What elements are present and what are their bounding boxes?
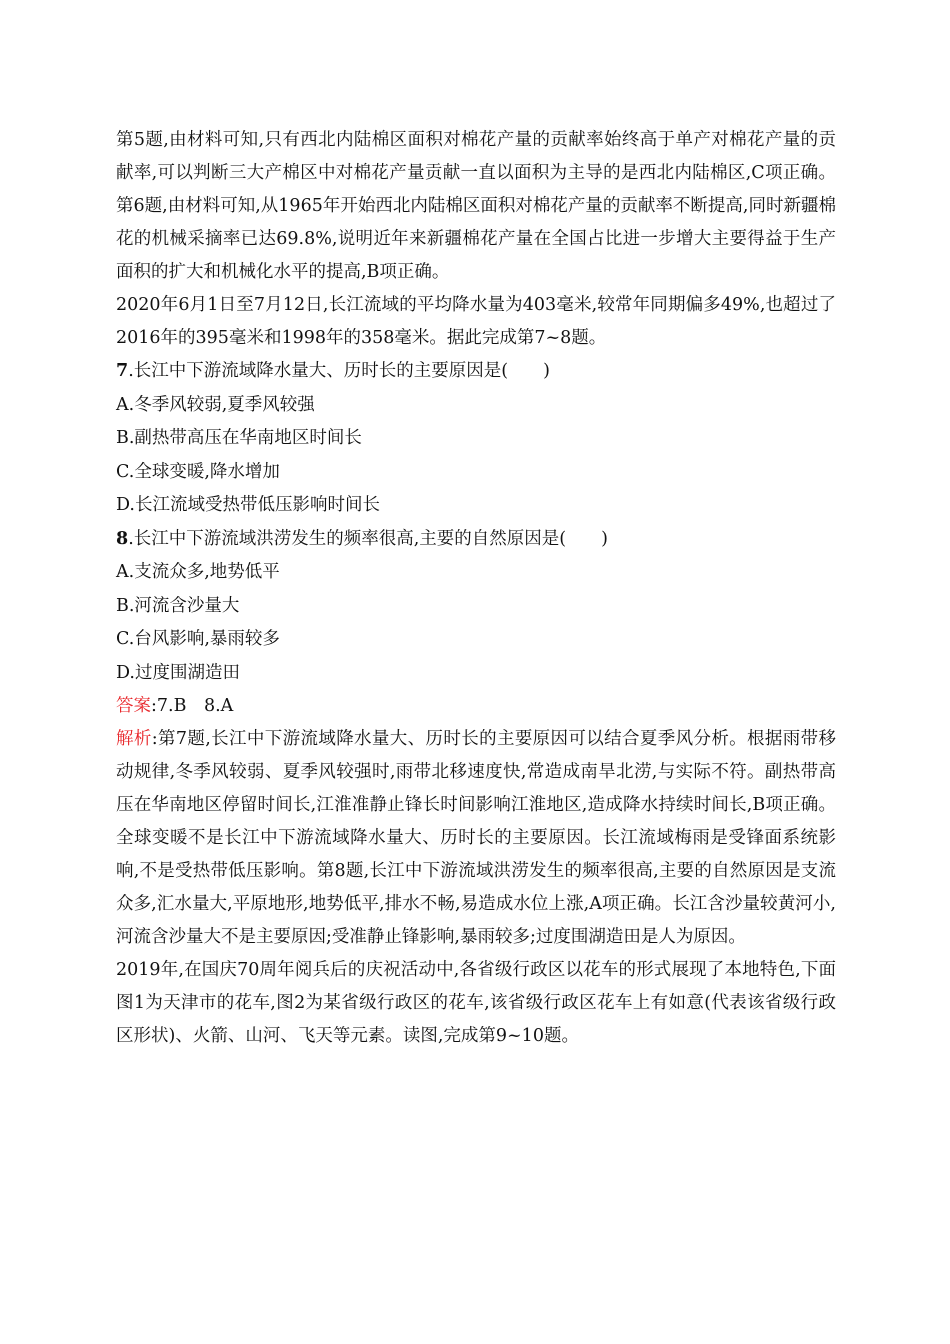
question-7: [116, 355, 836, 523]
question-7-option-c: C.全球变暖,降水增加: [116, 461, 280, 482]
question-8-text: .长江中下游流域洪涝发生的频率很高,主要的自然原因是( ): [128, 528, 608, 549]
question-7-text: .长江中下游流域降水量大、历时长的主要原因是( ): [128, 361, 550, 381]
question-7-option-a: A.冬季风较弱,夏季风较强: [116, 394, 315, 415]
question-7-option-d: D.长江流域受热带低压影响时间长: [116, 495, 380, 515]
previous-explanation-paragraph: 第5题,由材料可知,只有西北内陆棉区面积对棉花产量的贡献率始终高于单产对棉花产量的贡献率,可以判断三大产棉区中对棉花产量贡献一直以面积为主导的是西北内陆棉区,C项正确。第6题,由材料可知,从1965年开始西北内陆棉区面积对棉花产量的贡献率不断提高,同时新疆棉花的机械采摘率已达69.8%,说明近年来新疆棉花产量在全国占比进一步增大主要得益于生产面积的扩大和机械化水平的提高,B项正确。: [116, 130, 836, 282]
question-7-number: 7: [116, 361, 129, 381]
question-8: [116, 523, 836, 691]
question-8-option-b: B.河流含沙量大: [116, 595, 240, 616]
answer-line: [116, 690, 836, 723]
question-8-option-d: D.过度围湖造田: [116, 662, 240, 683]
document-page: [116, 124, 836, 1053]
answer-label: 答案: [116, 696, 151, 716]
answer-text: :7.B 8.A: [151, 696, 234, 716]
question-8-number: 8: [116, 528, 129, 549]
question-8-option-c: C.台风影响,暴雨较多: [116, 629, 280, 649]
material-paragraph-q7-8: 2020年6月1日至7月12日,长江流域的平均降水量为403毫米,较常年同期偏多49%,也超过了2016年的395毫米和1998年的358毫米。据此完成第7~8题。: [116, 295, 836, 348]
question-8-stem: [116, 523, 836, 557]
question-7-stem: [116, 355, 836, 389]
question-7-option-b: B.副热带高压在华南地区时间长: [116, 428, 362, 448]
question-8-option-a: A.支流众多,地势低平: [116, 562, 280, 582]
analysis-text: :第7题,长江中下游流域降水量大、历时长的主要原因可以结合夏季风分析。根据雨带移动规律,冬季风较弱、夏季风较强时,雨带北移速度快,常造成南旱北涝,与实际不符。副热带高压在华南地区停留时间长,江淮准静止锋长时间影响江淮地区,造成降水持续时间长,B项正确。全球变暖不是长江中下游流域降水量大、历时长的主要原因。长江流域梅雨是受锋面系统影响,不是受热带低压影响。第8题,长江中下游流域洪涝发生的频率很高,主要的自然原因是支流众多,汇水量大,平原地形,地势低平,排水不畅,易造成水位上涨,A项正确。长江含沙量较黄河小,河流含沙量大不是主要原因;受准静止锋影响,暴雨较多;过度围湖造田是人为原因。: [116, 729, 837, 947]
material-paragraph-q9-10: 2019年,在国庆70周年阅兵后的庆祝活动中,各省级行政区以花车的形式展现了本地特色,下面图1为天津市的花车,图2为某省级行政区的花车,该省级行政区花车上有如意(代表该省级行政区形状)、火箭、山河、飞天等元素。读图,完成第9~10题。: [116, 960, 836, 1046]
analysis-paragraph: [116, 723, 836, 954]
analysis-label: 解析: [116, 729, 152, 749]
